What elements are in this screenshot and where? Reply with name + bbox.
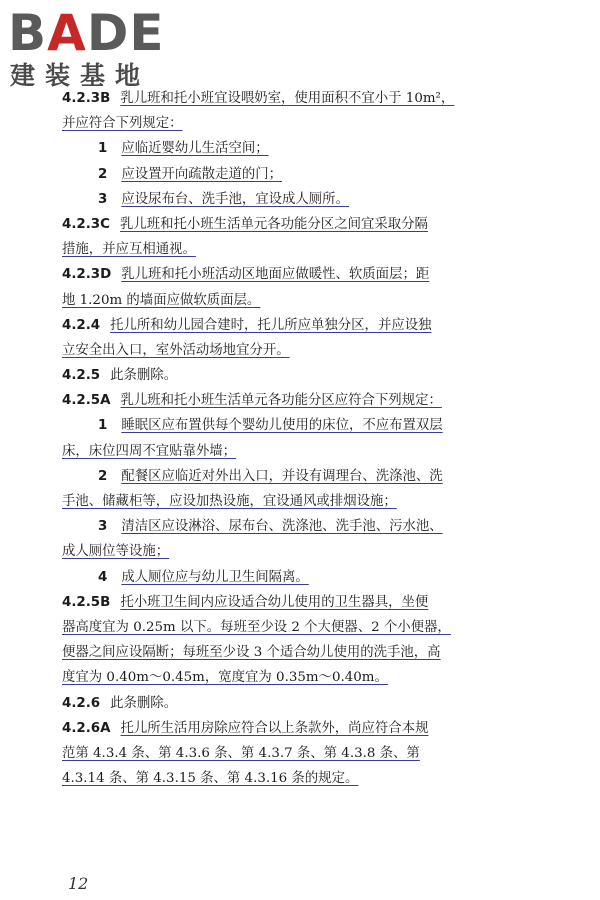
- clause-number: 4.2.5A: [62, 393, 111, 409]
- list-item-line: [62, 162, 540, 187]
- item-number: 3: [98, 519, 108, 535]
- text-line: [62, 288, 540, 313]
- text-line: [62, 766, 540, 791]
- line-text: 措施，并应互相通视。: [62, 242, 196, 258]
- line-text: 乳儿班和托小班宜设喂奶室，使用面积不宜小于 10m²，: [120, 91, 455, 106]
- line-text: 便器之间应设隔断；每班至少设 3 个适合幼儿使用的洗手池，高: [62, 645, 441, 661]
- line-text: 睡眠区应布置供每个婴幼儿使用的床位，不应布置双层: [121, 418, 443, 434]
- list-item-line: [62, 565, 540, 590]
- item-number: 4: [98, 569, 108, 585]
- line-text: 度宜为 0.40m～0.45m，宽度宜为 0.35m～0.40m。: [62, 670, 388, 686]
- text-line: [62, 665, 540, 690]
- item-number: 1: [98, 418, 108, 434]
- item-number: 1: [98, 141, 108, 157]
- clause-number: 4.2.3D: [62, 267, 112, 283]
- page-number: 12: [68, 874, 89, 893]
- line-text: 床，床位四周不宜贴靠外墙；: [62, 443, 237, 459]
- text-line: [62, 489, 540, 514]
- line-text: 应设尿布台、洗手池，宜设成人厕所。: [121, 191, 349, 207]
- list-item-line: [62, 187, 540, 212]
- list-item-line: [62, 136, 540, 161]
- clause-number: 4.2.6: [62, 695, 101, 711]
- clause-line: [62, 262, 540, 287]
- line-text: 应临近婴幼儿生活空间；: [121, 141, 269, 157]
- line-text: 托儿所生活用房除应符合以上条款外，尚应符合本规: [120, 720, 429, 736]
- list-item-line: [62, 464, 540, 489]
- text-line: [62, 237, 540, 262]
- line-text: 此条删除。: [110, 695, 178, 711]
- line-text: 4.3.14 条、第 4.3.15 条、第 4.3.16 条的规定。: [62, 771, 359, 787]
- list-item-line: [62, 413, 540, 438]
- text-line: [62, 338, 540, 363]
- clause-number: 4.2.3B: [62, 91, 111, 106]
- line-text: 清洁区应设淋浴、尿布台、洗涤池、洗手池、污水池、: [121, 519, 443, 535]
- clause-line: [62, 212, 540, 237]
- line-text: 成人厕位等设施；: [62, 544, 170, 560]
- bade-logo: [6, 4, 181, 92]
- line-text: 乳儿班和托小班生活单元各功能分区之间宜采取分隔: [119, 216, 428, 232]
- text-line: [62, 111, 540, 136]
- line-text: 手池、储藏柜等，应设加热设施，宜设通风或排烟设施；: [62, 494, 397, 509]
- line-text: 范第 4.3.4 条、第 4.3.6 条、第 4.3.7 条、第 4.3.8 条、第: [62, 745, 420, 761]
- list-item-line: [62, 514, 540, 539]
- clause-number: 4.2.5B: [62, 594, 111, 610]
- text-line: [62, 741, 540, 766]
- document-body: [62, 86, 540, 791]
- clause-number: 4.2.4: [62, 317, 101, 333]
- clause-number: 4.2.3C: [62, 216, 110, 232]
- line-text: 托小班卫生间内应设适合幼儿使用的卫生器具，坐便: [120, 594, 429, 610]
- text-line: [62, 640, 540, 665]
- line-text: 并应符合下列规定：: [62, 116, 183, 132]
- item-number: 2: [98, 166, 108, 182]
- line-text: 此条删除。: [110, 368, 178, 384]
- line-text: 乳儿班和托小班活动区地面应做暖性、软质面层；距: [121, 267, 430, 283]
- line-text: 成人厕位应与幼儿卫生间隔离。: [121, 569, 309, 585]
- text-line: [62, 439, 540, 464]
- line-text: 应设置开向疏散走道的门；: [121, 166, 283, 182]
- text-line: [62, 539, 540, 564]
- line-text: 托儿所和幼儿园合建时，托儿所应单独分区，并应设独: [110, 317, 432, 333]
- line-text: 立安全出入口，室外活动场地宜分开。: [62, 342, 290, 358]
- item-number: 3: [98, 191, 108, 207]
- item-number: 2: [98, 468, 108, 484]
- clause-line: [62, 363, 540, 388]
- clause-line: [62, 716, 540, 741]
- clause-line: [62, 590, 540, 615]
- clause-number: 4.2.5: [62, 368, 101, 384]
- clause-line: [62, 388, 540, 413]
- clause-line: [62, 691, 540, 716]
- clause-number: 4.2.6A: [62, 720, 111, 736]
- line-text: 地 1.20m 的墙面应做软质面层。: [62, 292, 261, 308]
- line-text: 器高度宜为 0.25m 以下。每班至少设 2 个大便器、2 个小便器，: [62, 619, 451, 635]
- clause-line: [62, 86, 540, 111]
- line-text: 乳儿班和托小班生活单元各功能分区应符合下列规定：: [120, 393, 442, 409]
- line-text: 配餐区应临近对外出入口，并设有调理台、洗涤池、洗: [121, 468, 443, 484]
- text-line: [62, 615, 540, 640]
- logo-subtitle: 建装基地: [10, 61, 151, 90]
- logo-wordmark: BADE: [8, 4, 165, 62]
- clause-line: [62, 313, 540, 338]
